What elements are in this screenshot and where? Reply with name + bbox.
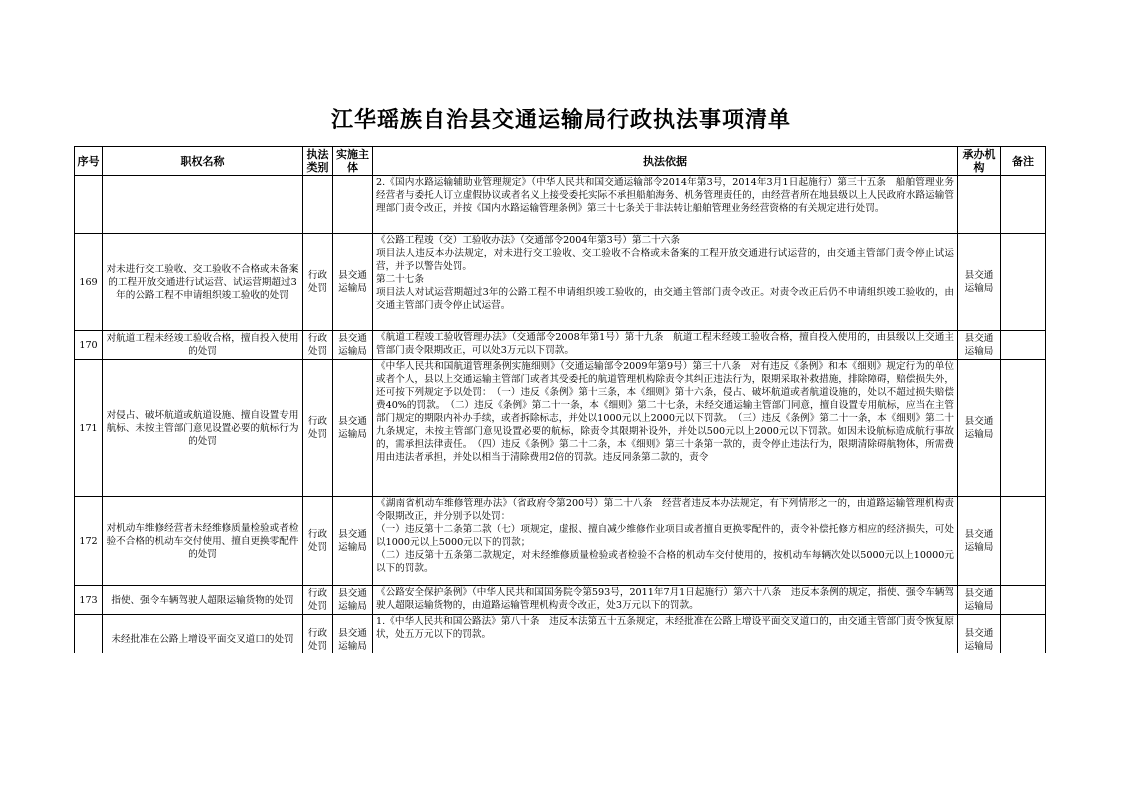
- row-legal-basis: [373, 615, 958, 654]
- col-header-note: 备注: [1001, 147, 1046, 176]
- basis-paragraph: 2.《国内水路运输辅助业管理规定》（中华人民共和国交通运输部令2014年第3号，2014年3月1日起施行）第三十五条 船舶管理业务经营者与委托人订立虚假协议或者名义上接受委托实际不承担船舶海务、机务管理责任的，由经营者所在地县级以上人民政府水路运输管理部门责令改正，并按《国内水路运输管理条例》第三十七条关于非法转让船舶管理业务经营资格的有关规定进行处罚。: [376, 177, 954, 214]
- row-number: 172: [75, 497, 103, 586]
- table-row: [75, 586, 1046, 615]
- row-department: 县交通运输局: [958, 331, 1001, 360]
- row-number: 170: [75, 331, 103, 360]
- row-number: [75, 615, 103, 654]
- col-header-no: 序号: [75, 147, 103, 176]
- row-enforcement-type: 行政处罚: [303, 497, 333, 586]
- basis-paragraph: 项目法人对试运营期超过3年的公路工程不申请组织竣工验收的，由交通主管部门责令改正。对责令改正后仍不申请组织竣工验收的，由交通主管部门责令停止试运营。: [376, 287, 954, 311]
- col-header-name: 职权名称: [103, 147, 303, 176]
- table-row: [75, 615, 1046, 654]
- row-department: 县交通运输局: [958, 586, 1001, 615]
- row-power-name: 对航道工程未经竣工验收合格，擅自投入使用的处罚: [103, 331, 303, 360]
- basis-paragraph: 《公路工程竣（交）工验收办法》（交通部令2004年第3号）第二十六条: [376, 235, 680, 246]
- basis-paragraph: 1.《中华人民共和国公路法》第八十条 违反本法第五十五条规定，未经批准在公路上增设平面交叉道口的，由交通主管部门责令恢复原状，处五万元以下的罚款。: [376, 616, 954, 640]
- row-enforcement-type: 行政处罚: [303, 331, 333, 360]
- row-power-name: 指使、强令车辆驾驶人超限运输货物的处罚: [103, 586, 303, 615]
- row-note: [1001, 331, 1046, 360]
- basis-paragraph: 第二十七条: [376, 274, 424, 285]
- row-enforcement-type: 行政处罚: [303, 615, 333, 654]
- row-note: [1001, 586, 1046, 615]
- basis-paragraph: 《航道工程竣工验收管理办法》（交通部令2008年第1号）第十九条 航道工程未经竣工验收合格，擅自投入使用的，由县级以上交通主管部门责令限期改正，可以处3万元以下罚款。: [376, 332, 954, 356]
- row-legal-basis: [373, 331, 958, 360]
- header-row: [75, 147, 1046, 176]
- row-enforcement-type: 行政处罚: [303, 586, 333, 615]
- row-number: [75, 176, 103, 234]
- row-subject: 县交通运输局: [333, 234, 373, 331]
- row-subject: 县交通运输局: [333, 331, 373, 360]
- row-number: 173: [75, 586, 103, 615]
- col-header-basis: 执法依据: [373, 147, 958, 176]
- row-power-name: 对侵占、破坏航道或航道设施、擅自设置专用航标、未按主管部门意见设置必要的航标行为的处罚: [103, 360, 303, 497]
- basis-paragraph: （一）违反第十二条第二款（七）项规定，虚报、擅自减少维修作业项目或者擅自更换零配件的，责令补偿托修方相应的经济损失，可处以1000元以上5000元以下的罚款；: [376, 524, 954, 548]
- row-subject: 县交通运输局: [333, 586, 373, 615]
- row-number: 169: [75, 234, 103, 331]
- row-note: [1001, 497, 1046, 586]
- table-row: [75, 234, 1046, 331]
- row-legal-basis: [373, 586, 958, 615]
- row-department: 县交通运输局: [958, 497, 1001, 586]
- basis-paragraph: 《公路安全保护条例》（中华人民共和国国务院令第593号，2011年7月1日起施行）第六十八条 违反本条例的规定，指使、强令车辆驾驶人超限运输货物的，由道路运输管理机构责令改正，处3万元以下的罚款。: [376, 587, 954, 611]
- row-note: [1001, 234, 1046, 331]
- enforcement-table: [74, 146, 1046, 653]
- row-legal-basis: [373, 497, 958, 586]
- row-power-name: 对机动车维修经营者未经维修质量检验或者检验不合格的机动车交付使用、擅自更换零配件的处罚: [103, 497, 303, 586]
- row-enforcement-type: 行政处罚: [303, 360, 333, 497]
- basis-paragraph: （二）违反第十五条第二款规定，对未经维修质量检验或者检验不合格的机动车交付使用的，按机动车每辆次处以5000元以上10000元以下的罚款。: [376, 550, 954, 574]
- table-row: [75, 176, 1046, 234]
- row-power-name: 对未进行交工验收、交工验收不合格或未备案的工程开放交通进行试运营、试运营期超过3年的公路工程不申请组织竣工验收的处罚: [103, 234, 303, 331]
- row-subject: 县交通运输局: [333, 615, 373, 654]
- row-number: 171: [75, 360, 103, 497]
- row-power-name: 未经批准在公路上增设平面交叉道口的处罚: [103, 615, 303, 654]
- row-enforcement-type: [303, 176, 333, 234]
- row-department: 县交通运输局: [958, 234, 1001, 331]
- row-legal-basis: [373, 360, 958, 497]
- table-row: [75, 497, 1046, 586]
- basis-paragraph: 《湖南省机动车维修管理办法》（省政府令第200号）第二十八条 经营者违反本办法规定，有下列情形之一的，由道路运输管理机构责令限期改正，并分别予以处罚：: [376, 498, 954, 522]
- col-header-subject: 实施主体: [333, 147, 373, 176]
- table-row: [75, 360, 1046, 497]
- row-power-name: [103, 176, 303, 234]
- row-enforcement-type: 行政处罚: [303, 234, 333, 331]
- page-title: 江华瑶族自治县交通运输局行政执法事项清单: [330, 108, 791, 133]
- row-subject: 县交通运输局: [333, 497, 373, 586]
- col-header-dept: 承办机构: [958, 147, 1001, 176]
- table-row: [75, 331, 1046, 360]
- row-department: 县交通运输局: [958, 360, 1001, 497]
- basis-paragraph: 项目法人违反本办法规定，对未进行交工验收、交工验收不合格或未备案的工程开放交通进行试运营的，由交通主管部门责令停止试运营，并予以警告处罚。: [376, 248, 954, 272]
- row-subject: 县交通运输局: [333, 360, 373, 497]
- row-note: [1001, 615, 1046, 654]
- row-note: [1001, 176, 1046, 234]
- row-department: [958, 176, 1001, 234]
- basis-paragraph: 《中华人民共和国航道管理条例实施细则》（交通运输部令2009年第9号）第三十八条 对有违反《条例》和本《细则》规定行为的单位或者个人，县以上交通运输主管部门或者其受委托的航道管理机构除责令其纠正违法行为，限期采取补救措施，排除障碍，赔偿损失外，还可按下列规定予以处罚： （一）违反《条例》第十三条，本《细则》第十六条，侵占、破坏航道或者航道设施的，处以不超过损失赔偿费40%的罚款。 （二）违反《条例》第二十一条，本《细则》第二十七条，未经交通运输主管部门同意，擅自设置专用航标，应当在主管部门规定的期限内补办手续，或者拆除标志，并处以1000元以上2000元以下罚款。 （三）违反《条例》第二十一条，本《细则》第二十九条规定，未按主管部门意见设置必要的航标，除责令其限期补设外，并处以500元以上2000元以下罚款。如因未设航标造成航行事故的，需承担法律责任。 （四）违反《条例》第二十二条，本《细则》第三十条第一款的，责令停止违法行为，限期清除碍航物体，所需费用由违法者承担，并处以相当于清除费用2倍的罚款。违反同条第二款的，责令: [376, 361, 954, 463]
- row-subject: [333, 176, 373, 234]
- row-legal-basis: [373, 176, 958, 234]
- row-legal-basis: [373, 234, 958, 331]
- col-header-type: 执法类别: [303, 147, 333, 176]
- row-note: [1001, 360, 1046, 497]
- row-department: 县交通运输局: [958, 615, 1001, 654]
